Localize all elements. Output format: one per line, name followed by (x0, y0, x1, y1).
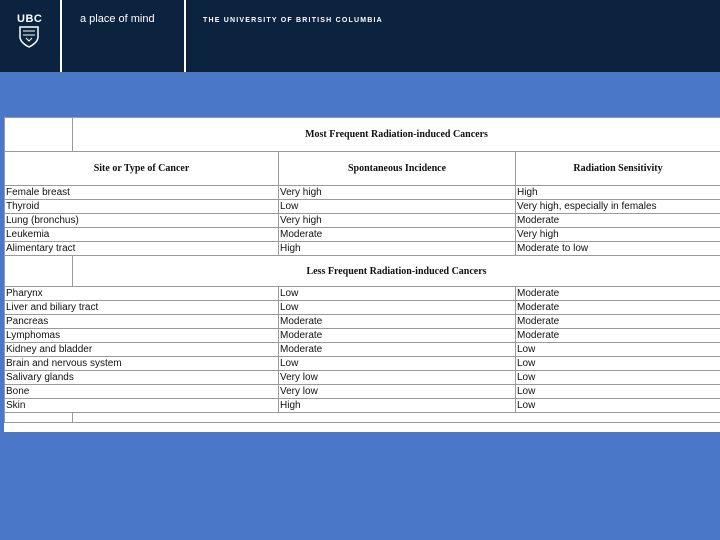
blank-cell (5, 413, 73, 423)
table-row (5, 186, 720, 200)
cell-incidence: High (279, 242, 516, 256)
cell-sensitivity: Moderate (516, 315, 720, 329)
cell-site: Leukemia (5, 228, 279, 242)
cell-sensitivity: Low (516, 385, 720, 399)
cell-site: Lung (bronchus) (5, 214, 279, 228)
table-row (5, 329, 720, 343)
cell-site: Lymphomas (5, 329, 279, 343)
cell-sensitivity: Low (516, 399, 720, 413)
cell-site: Pharynx (5, 287, 279, 301)
logo-text: UBC (17, 13, 43, 25)
table-subtitle: Less Frequent Radiation-induced Cancers (73, 256, 720, 287)
crest-icon (18, 26, 40, 48)
cell-site: Thyroid (5, 200, 279, 214)
cell-site: Liver and biliary tract (5, 301, 279, 315)
cell-incidence: Very low (279, 385, 516, 399)
cancer-table-container (4, 117, 720, 432)
blank-cell (73, 413, 720, 423)
cancer-table (4, 117, 720, 423)
table-row (5, 343, 720, 357)
ubc-logo[interactable] (0, 0, 62, 72)
table-body (5, 118, 720, 423)
cell-incidence: Moderate (279, 228, 516, 242)
table-row (5, 357, 720, 371)
cell-site: Bone (5, 385, 279, 399)
cell-incidence: Low (279, 301, 516, 315)
cell-sensitivity: Moderate (516, 301, 720, 315)
cell-incidence: Low (279, 287, 516, 301)
table-row (5, 214, 720, 228)
cell-site: Salivary glands (5, 371, 279, 385)
cell-site: Pancreas (5, 315, 279, 329)
cell-sensitivity: Very high (516, 228, 720, 242)
cell-site: Brain and nervous system (5, 357, 279, 371)
table-row (5, 228, 720, 242)
cell-incidence: Moderate (279, 343, 516, 357)
table-row (5, 399, 720, 413)
table-row (5, 385, 720, 399)
cell-sensitivity: Low (516, 357, 720, 371)
cell-incidence: Very low (279, 371, 516, 385)
column-header-row (5, 152, 720, 186)
cell-sensitivity: Low (516, 371, 720, 385)
tagline-block (62, 0, 186, 72)
table-row (5, 287, 720, 301)
cell-sensitivity: Moderate (516, 214, 720, 228)
cell-incidence: Low (279, 200, 516, 214)
cell-sensitivity: Moderate (516, 329, 720, 343)
cell-sensitivity: Moderate to low (516, 242, 720, 256)
cell-incidence: Moderate (279, 315, 516, 329)
cell-sensitivity: Very high, especially in females (516, 200, 720, 214)
table-title-row (5, 118, 720, 152)
cell-incidence: Moderate (279, 329, 516, 343)
cell-site: Kidney and bladder (5, 343, 279, 357)
cell-incidence: Low (279, 357, 516, 371)
table-row (5, 371, 720, 385)
table-row (5, 301, 720, 315)
cell-incidence: Very high (279, 214, 516, 228)
cell-incidence: High (279, 399, 516, 413)
table-subtitle-row (5, 256, 720, 287)
cell-site: Skin (5, 399, 279, 413)
column-header-site: Site or Type of Cancer (5, 152, 279, 186)
table-blank-row (5, 413, 720, 423)
university-name: THE UNIVERSITY OF BRITISH COLUMBIA (203, 17, 383, 24)
table-row (5, 242, 720, 256)
column-header-sensitivity: Radiation Sensitivity (516, 152, 720, 186)
cell-sensitivity: Low (516, 343, 720, 357)
site-header (0, 0, 720, 72)
cell-sensitivity: High (516, 186, 720, 200)
cell-site: Alimentary tract (5, 242, 279, 256)
table-row (5, 200, 720, 214)
cell-incidence: Very high (279, 186, 516, 200)
cell-site: Female breast (5, 186, 279, 200)
table-title: Most Frequent Radiation-induced Cancers (73, 118, 720, 152)
title-spacer-cell (5, 118, 73, 152)
tagline: a place of mind (80, 13, 155, 25)
column-header-incidence: Spontaneous Incidence (279, 152, 516, 186)
subtitle-spacer-cell (5, 256, 73, 287)
cell-sensitivity: Moderate (516, 287, 720, 301)
table-row (5, 315, 720, 329)
